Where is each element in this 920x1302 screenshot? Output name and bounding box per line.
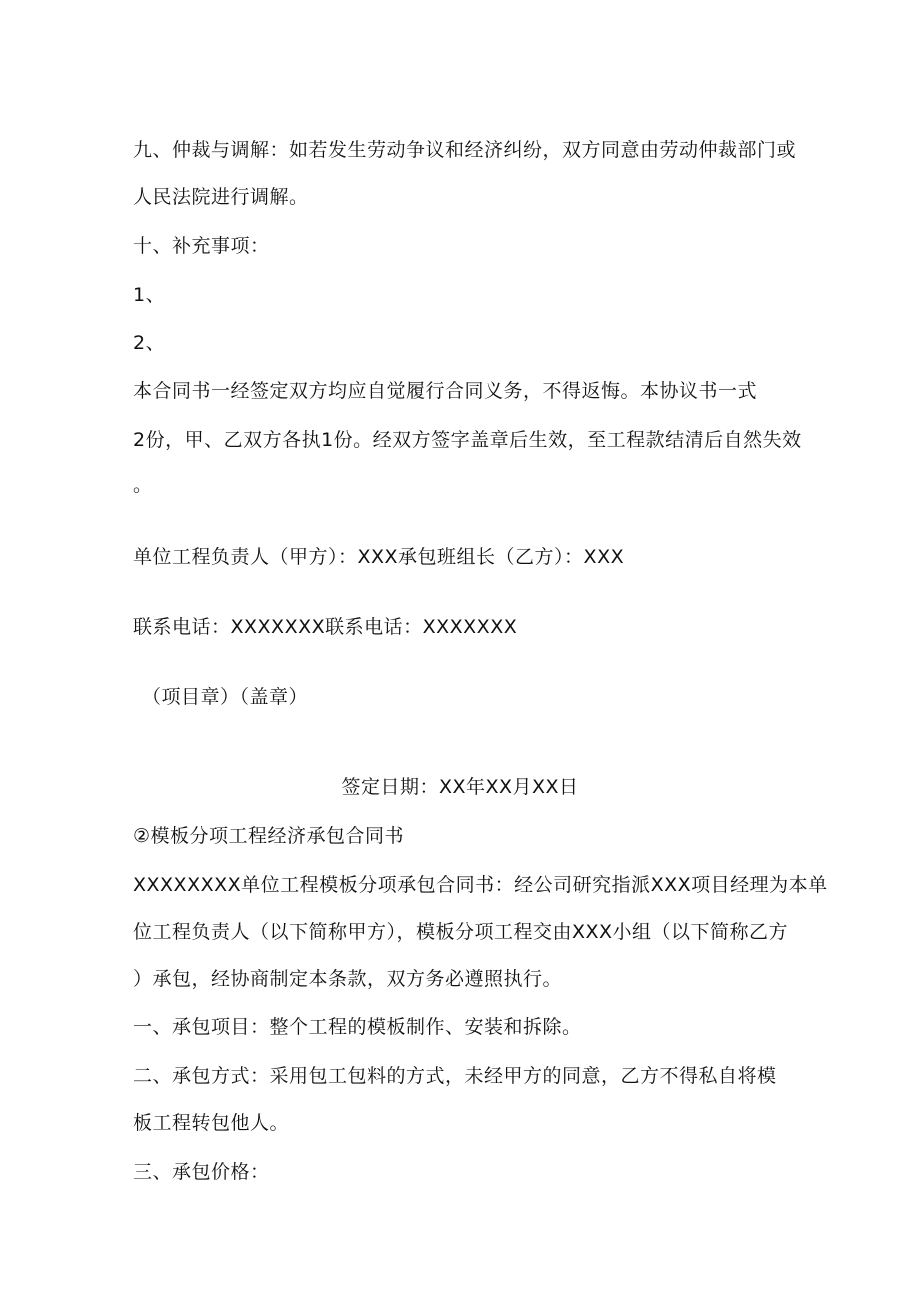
sign-date: 签定日期：XX年XX月XX日: [341, 776, 579, 798]
article-2-line-1: 二、承包方式：采用包工包料的方式，未经甲方的同意，乙方不得私自将模: [133, 1065, 777, 1087]
contract-line-1: 本合同书一经签定双方均应自觉履行合同义务，不得返悔。本协议书一式: [133, 380, 758, 402]
intro-line-3: ）承包，经协商制定本条款，双方务必遵照执行。: [133, 968, 563, 990]
supplement-item-2: 2、: [133, 332, 166, 354]
article-1: 一、承包项目：整个工程的模板制作、安装和拆除。: [133, 1016, 582, 1038]
intro-line-2: 位工程负责人（以下简称甲方），模板分项工程交由XXX小组（以下简称乙方: [133, 921, 789, 943]
contract-line-2: 2份，甲、乙双方各执1份。经双方签字盖章后生效，至工程款结清后自然失效: [133, 429, 802, 451]
contact-phones: 联系电话：XXXXXXX联系电话：XXXXXXX: [133, 616, 518, 638]
article-3: 三、承包价格：: [133, 1161, 270, 1183]
clause9-line-1: 九、仲裁与调解：如若发生劳动争议和经济纠纷，双方同意由劳动仲裁部门或: [133, 139, 797, 161]
signature-parties: 单位工程负责人（甲方）：XXX承包班组长（乙方）：XXX: [133, 546, 625, 568]
intro-line-1: XXXXXXXX单位工程模板分项承包合同书：经公司研究指派XXX项目经理为本单: [133, 874, 828, 896]
clause9-line-2: 人民法院进行调解。: [133, 186, 309, 208]
article-2-line-2: 板工程转包他人。: [133, 1112, 290, 1134]
seal-labels: （项目章）（盖章）: [142, 686, 309, 708]
clause10-title: 十、补充事项：: [133, 235, 270, 257]
section2-title: ②模板分项工程经济承包合同书: [133, 825, 405, 847]
contract-line-3: 。: [133, 474, 153, 496]
supplement-item-1: 1、: [133, 284, 166, 306]
